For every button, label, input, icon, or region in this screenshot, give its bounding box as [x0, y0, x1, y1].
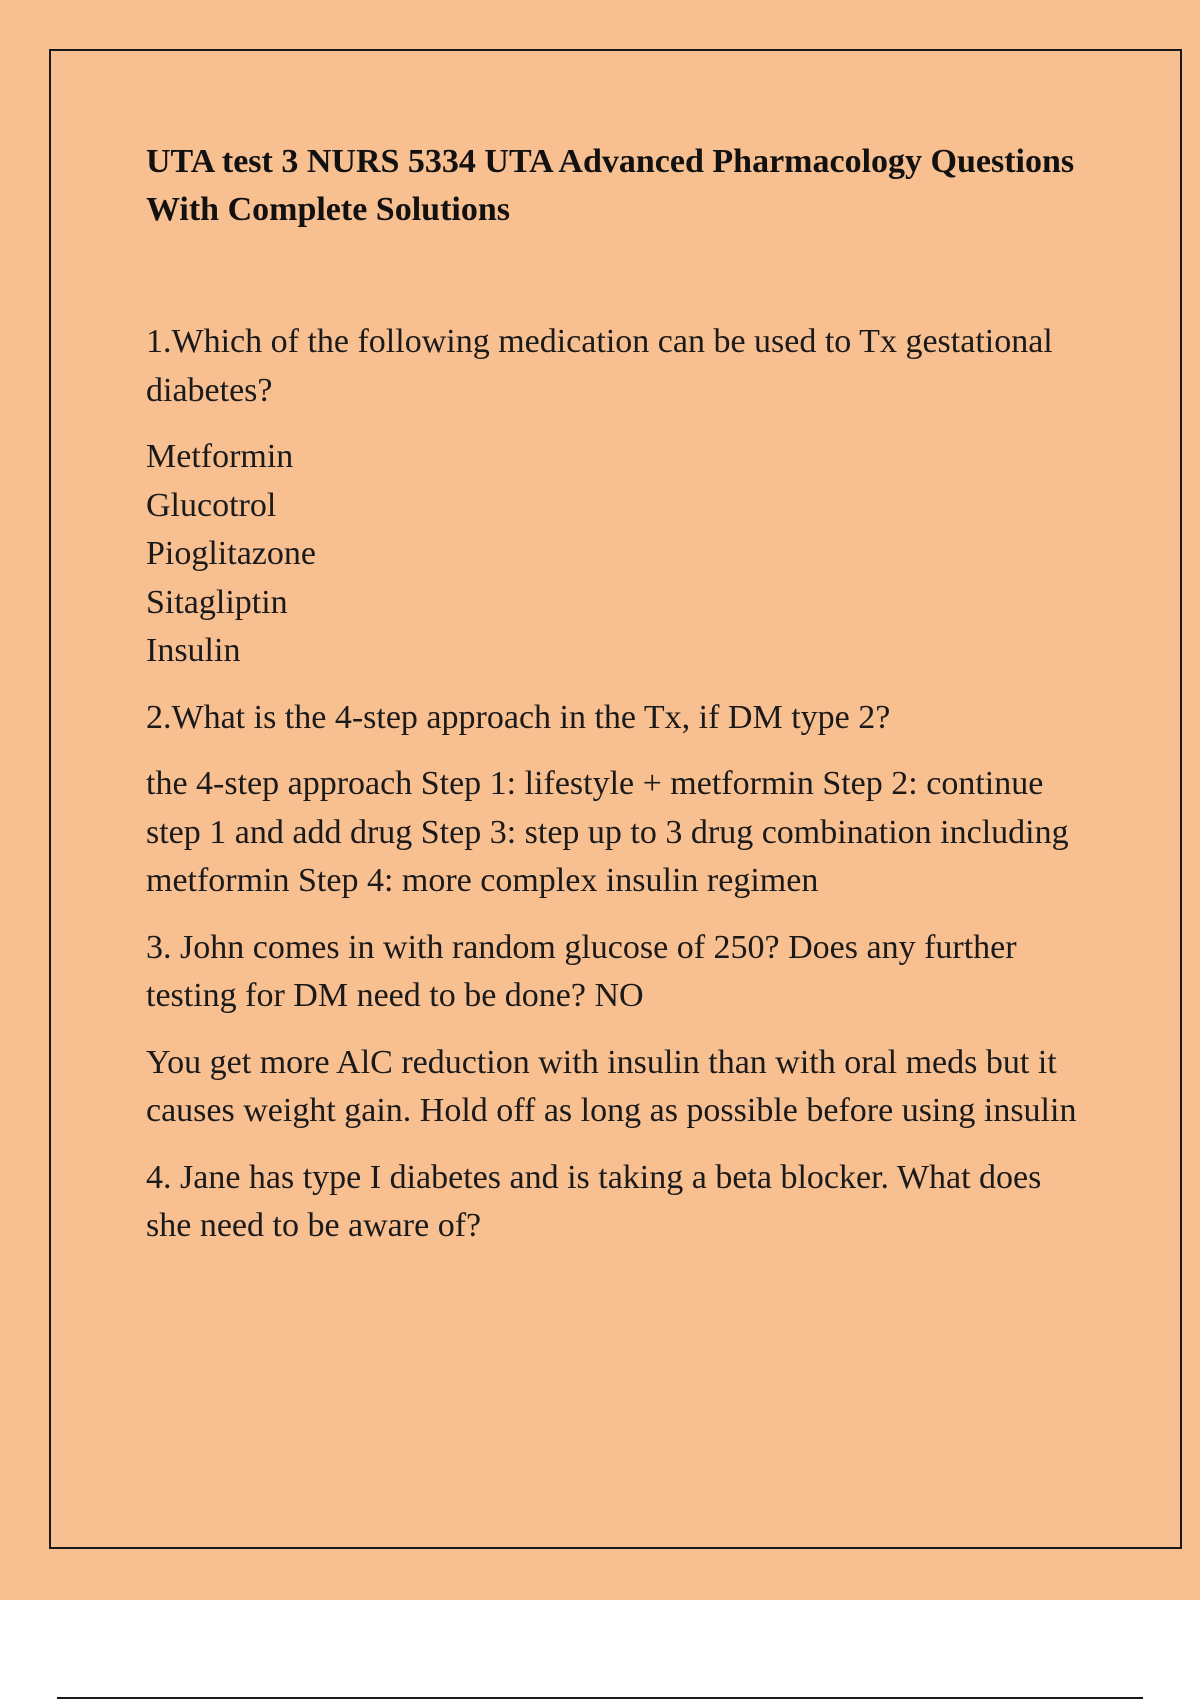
- question-1: 1.Which of the following medication can be used to Tx gestational diabetes?: [146, 323, 1053, 409]
- question-4: 4. Jane has type I diabetes and is taking a beta blocker. What does she need to be aware of?: [146, 1158, 1042, 1244]
- answer-2: the 4-step approach Step 1: lifestyle + metformin Step 2: continue step 1 and add drug Step 3: step up to 3 drug combination including metformin Step 4: more complex insulin regimen: [146, 765, 1069, 899]
- option-item: Sitagliptin: [146, 583, 288, 621]
- option-item: Insulin: [146, 632, 241, 669]
- option-item: Pioglitazone: [146, 535, 316, 572]
- option-item: Metformin: [146, 438, 294, 475]
- footer-divider: [57, 1697, 1143, 1699]
- document-content: [146, 138, 1086, 1269]
- answer-3: You get more AlC reduction with insulin than with oral meds but it causes weight gain. Hold off as long as possible before using insulin: [146, 1043, 1077, 1129]
- question-3: 3. John comes in with random glucose of 250? Does any further testing for DM need to be done? NO: [146, 928, 1017, 1014]
- option-item: Glucotrol: [146, 486, 277, 524]
- question-1-options: [146, 433, 1086, 676]
- question-2: 2.What is the 4-step approach in the Tx, if DM type 2?: [146, 698, 891, 736]
- document-title: UTA test 3 NURS 5334 UTA Advanced Pharmacology Questions With Complete Solutions: [146, 143, 1075, 228]
